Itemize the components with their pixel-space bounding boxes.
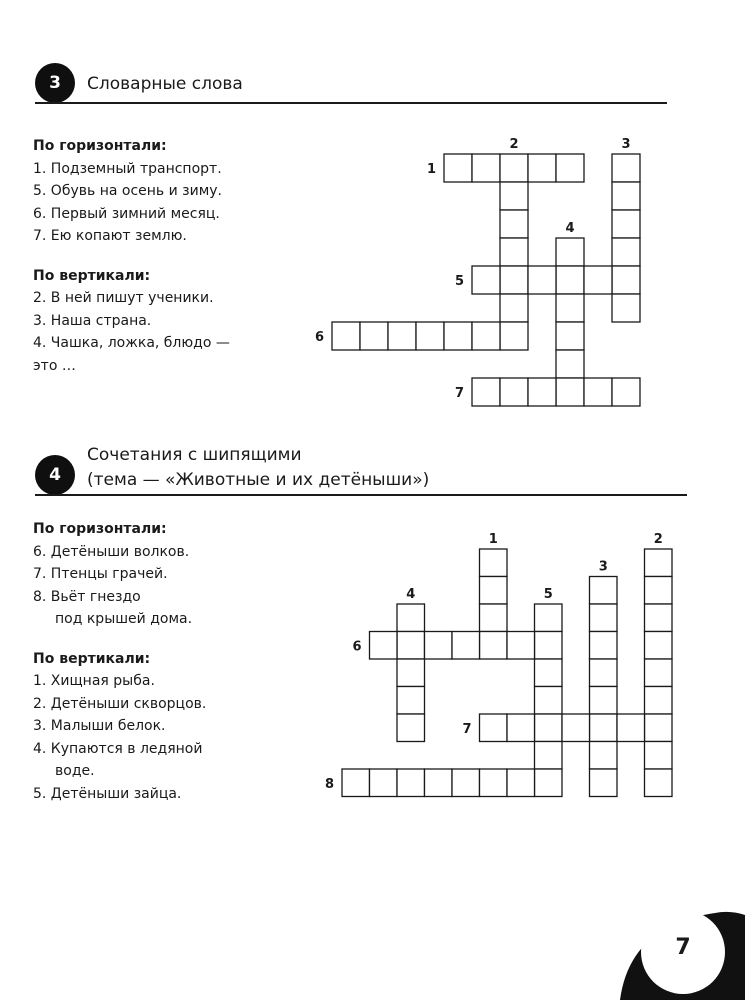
crossword-cell [452,632,480,660]
crossword-cell [645,632,673,660]
across-heading: По горизонтали: [33,138,167,154]
clue-across-7: 7. Птенцы грачей. [33,566,168,582]
clue-down-5: 5. Детёныши зайца. [33,785,182,802]
crossword-cell [590,632,618,660]
crossword-cell [590,604,618,632]
crossword-cell [507,632,535,660]
clue-across-6: 6. Детёныши волков. [33,543,190,560]
crossword-cell [645,769,673,797]
clue-down-4-cont: воде. [55,763,95,779]
clue-number-2: 2 [653,532,663,547]
crossword-cell [535,742,563,770]
clue-number-8: 8 [324,776,334,792]
clue-down-3: 3. Малыши белок. [33,718,166,734]
clue-across-8-cont: под крышей дома. [55,611,193,627]
clue-down-1: 1. Хищная рыба. [33,673,155,689]
section-4-badge: 4 [35,455,75,495]
clue-number-4: 4 [406,587,416,602]
crossword-cell [397,632,425,660]
crossword-cell [397,769,425,797]
section-3-badge: 3 [35,63,75,103]
section-3-title: Словарные слова [87,74,243,94]
crossword-cell [507,714,535,742]
crossword-cell [397,687,425,715]
crossword-cell [590,769,618,797]
across-heading: По горизонтали: [33,521,167,537]
crossword-cell [645,687,673,715]
crossword-cell [535,604,563,632]
crossword-cell [645,577,673,605]
crossword-cell [425,632,453,660]
crossword-cell [342,769,370,797]
crossword-cell [452,769,480,797]
crossword-cell [645,659,673,687]
clue-down-2: 2. В ней пишут ученики. [33,290,214,306]
clue-number-6: 6 [314,330,324,345]
clue-number-1: 1 [426,162,436,177]
section-4-title-line1: Сочетания с шипящими [87,445,302,465]
crossword-cell [590,714,618,742]
page-number: 7 [675,935,691,960]
down-heading: По вертикали: [33,267,151,284]
crossword-cell [370,769,398,797]
clue-down-3: 3. Наша страна. [33,312,152,329]
crossword-cell [425,769,453,797]
crossword-cell [397,604,425,632]
crossword-cell [370,632,398,660]
crossword-cell [645,742,673,770]
crossword-cell [535,659,563,687]
crossword-cell [397,659,425,687]
clue-down-4-cont: это … [33,357,76,374]
clue-across-8: 8. Вьёт гнездо [33,588,141,605]
crossword-cell [617,714,645,742]
section-4-title-line2: (тема — «Животные и их детёныши») [87,470,430,490]
crossword-cell [645,549,673,577]
crossword-cell [535,632,563,660]
clue-number-3: 3 [598,559,608,575]
crossword-cell [480,549,508,577]
clue-across-7: 7. Ею копают землю. [33,228,187,244]
crossword-cell [397,714,425,742]
clue-down-4: 4. Купаются в ледяной [33,740,203,757]
clue-number-1: 1 [488,532,498,547]
crossword-cell [590,687,618,715]
clue-number-6: 6 [352,639,362,655]
crossword-cell [480,577,508,605]
crossword-cell [535,714,563,742]
crossword-cell [480,632,508,660]
crossword-cell [590,577,618,605]
clue-number-5: 5 [543,587,553,602]
clue-down-4: 4. Чашка, ложка, блюдо — [33,335,230,351]
clue-across-1: 1. Подземный транспорт. [33,160,222,177]
crossword-cell [480,714,508,742]
clue-number-4: 4 [565,221,575,236]
clue-across-5: 5. Обувь на осень и зиму. [33,183,222,199]
clue-number-7: 7 [454,386,464,401]
clue-down-2: 2. Детёныши скворцов. [33,695,207,712]
clue-number-5: 5 [454,274,464,289]
clue-across-6: 6. Первый зимний месяц. [33,205,220,222]
clue-number-3: 3 [621,137,631,152]
crossword-cell [590,659,618,687]
crossword-cell [535,769,563,797]
clue-number-7: 7 [462,721,472,737]
down-heading: По вертикали: [33,650,151,667]
crossword-cell [480,604,508,632]
crossword-cell [535,687,563,715]
crossword-cell [645,604,673,632]
crossword-cell [480,769,508,797]
crossword-cell [590,742,618,770]
clue-number-2: 2 [509,137,519,152]
crossword-cell [507,769,535,797]
crossword-cell [562,714,590,742]
crossword-cell [645,714,673,742]
